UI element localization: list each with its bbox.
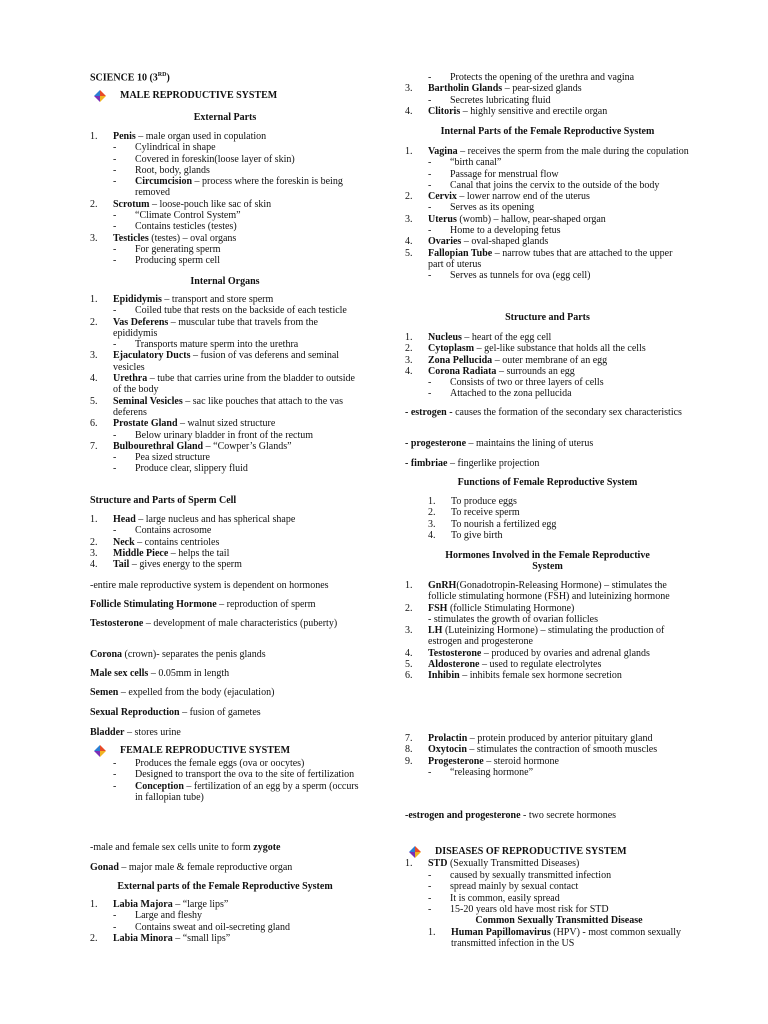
list-item: 5. Seminal Vesicles – sac like pouches that attach to the vas deferens <box>90 395 343 418</box>
gonad-line: Gonad – major male & female reproductive organ <box>90 862 293 873</box>
sub-list-item: - Pea sized structure <box>113 452 210 464</box>
sub-list-item: - Covered in foreskin(loose layer of skin) <box>113 153 295 165</box>
male-external-list <box>90 131 360 267</box>
bladder-line: Bladder – stores urine <box>90 727 181 738</box>
sub-list-item: - Contains sweat and oil-secreting gland <box>113 921 290 933</box>
fimbriae-line: - fimbriae – fingerlike projection <box>405 458 540 469</box>
sub-list-item: - Serves as tunnels for ova (egg cell) <box>428 270 591 282</box>
sub-list-item: - “Climate Control System” <box>113 210 241 222</box>
semen-line: Semen – expelled from the body (ejaculation) <box>90 687 275 698</box>
sub-list-item: - Consists of two or three layers of cells <box>428 377 604 389</box>
sub-list-item: - Produce clear, slippery fluid <box>113 463 248 475</box>
list-item: 8. Oxytocin – stimulates the contraction of smooth muscles <box>405 744 658 756</box>
sub-list-item: - Circumcision – process where the foreskin is being removed <box>113 176 343 199</box>
two-hormones-line: -estrogen and progesterone - two secrete hormones <box>405 810 617 821</box>
sub-list-item: - Below urinary bladder in front of the rectum <box>113 429 313 441</box>
sub-list-item: - Transports mature sperm into the urethra <box>113 339 299 351</box>
sub-list-item: - Cylindrical in shape <box>113 142 216 154</box>
sub-list-item: - Home to a developing fetus <box>428 225 561 237</box>
list-item: 5. Fallopian Tube – narrow tubes that are attached to the upper part of uterus <box>405 247 673 270</box>
list-item: - stimulates the growth of ovarian follicles <box>428 613 598 625</box>
list-item: 2. Cervix – lower narrow end of the uterus <box>405 191 590 203</box>
sub-list-item: - Conception – fertilization of an egg by a sperm (occurs in fallopian tube) <box>113 780 359 803</box>
sub-list-item: - Large and fleshy <box>113 910 203 922</box>
female-internal-list <box>405 146 690 282</box>
list-item: 4. Corona Radiata – surrounds an egg <box>405 365 575 377</box>
list-item: 2. Cytoplasm – gel-like substance that holds all the cells <box>405 343 646 355</box>
sub-list-item: - Secretes lubricating fluid <box>428 94 551 106</box>
structure-title: Structure and Parts <box>505 312 590 323</box>
list-item: 4. Testosterone – produced by ovaries and adrenal glands <box>405 647 650 659</box>
list-item: 2. Labia Minora – “small lips” <box>90 932 231 944</box>
hpv-line: 1. Human Papillomavirus (HPV) - most common sexually transmitted infection in the US <box>428 927 682 950</box>
list-item: 1. Vagina – receives the sperm from the male during the copulation <box>405 146 689 157</box>
sub-list-item: - Contains testicles (testes) <box>113 221 237 233</box>
sub-list-item: - Attached to the zona pellucida <box>428 388 572 400</box>
list-item: 1. Epididymis – transport and store sperm <box>90 294 274 305</box>
female-external-list <box>90 899 360 944</box>
sexual-reproduction-line: Sexual Reproduction – fusion of gametes <box>90 707 261 718</box>
diamond-bullet-icon <box>94 745 106 757</box>
list-item: 1. To produce eggs <box>428 496 517 507</box>
female-external-title: External parts of the Female Reproductive System <box>117 881 333 892</box>
sub-list-item: - Serves as its opening <box>428 202 535 214</box>
sub-list-item: - For generating sperm <box>113 243 221 255</box>
list-item: 3. Zona Pellucida – outer membrane of an egg <box>405 354 608 366</box>
male-cells-line: Male sex cells – 0.05mm in length <box>90 668 230 679</box>
list-item: 6. Prostate Gland – walnut sized structure <box>90 418 276 430</box>
list-item: 1. Penis – male organ used in copulation <box>90 131 267 142</box>
functions-list <box>405 496 690 541</box>
list-item: 1. GnRH(Gonadotropin-Releasing Hormone) – stimulates the follicle stimulating hormone (FSH) and luteinizing hormone <box>405 580 670 603</box>
female-hormones-list-2 <box>405 733 690 778</box>
list-item: 7. Prolactin – protein produced by anterior pituitary gland <box>405 733 653 744</box>
list-item: 3. Uterus (womb) – hallow, pear-shaped organ <box>405 213 606 225</box>
list-item: 4. Tail – gives energy to the sperm <box>90 559 242 571</box>
female-hormones-list <box>405 580 690 682</box>
sub-list-item: - Root, body, glands <box>113 164 210 176</box>
common-std-title: Common Sexually Transmitted Disease <box>475 915 643 926</box>
list-item: 4. Urethra – tube that carries urine from the bladder to outside of the body <box>90 373 355 396</box>
corona-line: Corona (crown)- separates the penis glands <box>90 649 266 660</box>
estrogen-line: - estrogen - causes the formation of the secondary sex characteristics <box>405 407 682 418</box>
page-title: SCIENCE 10 (3RD) <box>90 72 170 84</box>
female-intro-list <box>90 758 360 803</box>
sub-list-item: - Passage for menstrual flow <box>428 168 559 180</box>
list-item: 1. Head – large nucleus and has spherical shape <box>90 514 296 525</box>
sub-list-item: - Producing sperm cell <box>113 255 220 267</box>
sub-list-item: - 15-20 years old have most risk for STD <box>428 903 609 915</box>
list-item: 7. Bulbourethral Gland – “Cowper’s Glands” <box>90 440 292 452</box>
diamond-bullet-icon <box>409 846 421 858</box>
sub-list-item: - spread mainly by sexual contact <box>428 881 579 893</box>
list-item: 2. Vas Deferens – muscular tube that travels from the epididymis <box>90 316 318 339</box>
list-item: 3. Middle Piece – helps the tail <box>90 547 230 559</box>
list-item: 2. Neck – contains centrioles <box>90 536 220 548</box>
sub-list-item: - “releasing hormone” <box>428 766 534 778</box>
sperm-list <box>90 514 360 570</box>
sub-list-item: - Produces the female eggs (ova or oocytes) <box>113 758 305 769</box>
hormones-note: -entire male reproductive system is dependent on hormones <box>90 580 329 591</box>
sub-list-item: - It is common, easily spread <box>428 892 560 904</box>
sub-list-item: - Designed to transport the ova to the site of fertilization <box>113 769 355 781</box>
list-item: 4. To give birth <box>428 529 503 541</box>
list-item: 3. LH (Luteinizing Hormone) – stimulating the production of estrogen and progesterone <box>405 625 665 648</box>
list-item: 1. Labia Majora – “large lips” <box>90 899 229 910</box>
structure-list <box>405 332 690 400</box>
sperm-title: Structure and Parts of Sperm Cell <box>90 495 237 506</box>
list-item: 4. Clitoris – highly sensitive and erectile organ <box>405 105 608 117</box>
list-item: 9. Progesterone – steroid hormone <box>405 755 559 767</box>
female-internal-title: Internal Parts of the Female Reproductive System <box>440 126 655 137</box>
list-item: 2. Scrotum – loose-pouch like sac of skin <box>90 198 272 210</box>
list-item: 5. Aldosterone – used to regulate electrolytes <box>405 659 602 671</box>
male-section-heading: MALE REPRODUCTIVE SYSTEM <box>83 90 360 102</box>
testosterone-line: Testosterone – development of male characteristics (puberty) <box>90 618 338 629</box>
sub-list-item: - Coiled tube that rests on the backside of each testicle <box>113 305 347 317</box>
diseases-section-heading: DISEASES OF REPRODUCTIVE SYSTEM <box>398 846 690 858</box>
sub-list-item: - caused by sexually transmitted infection <box>428 870 612 881</box>
female-section-heading: FEMALE REPRODUCTIVE SYSTEM <box>83 745 360 757</box>
list-item: 3. To nourish a fertilized egg <box>428 518 557 530</box>
list-item: 1. Nucleus – heart of the egg cell <box>405 332 552 343</box>
male-external-title: External Parts <box>193 112 257 123</box>
fsh-line: Follicle Stimulating Hormone – reproduction of sperm <box>90 599 316 610</box>
functions-title: Functions of Female Reproductive System <box>457 477 638 488</box>
list-item: 3. Testicles (testes) – oval organs <box>90 232 237 244</box>
list-item: 2. To receive sperm <box>428 507 520 519</box>
sub-list-item: - Canal that joins the cervix to the outside of the body <box>428 179 660 191</box>
list-item: 3. Bartholin Glands – pear-sized glands <box>405 83 582 95</box>
std-items-list <box>405 870 690 915</box>
sub-list-item: - Protects the opening of the urethra and vagina <box>428 72 635 83</box>
sub-list-item: - Contains acrosome <box>113 525 212 537</box>
list-item: 2. FSH (follicle Stimulating Hormone) <box>405 602 575 614</box>
list-item: 4. Ovaries – oval-shaped glands <box>405 236 549 248</box>
std-line: 1. STD (Sexually Transmitted Diseases) <box>405 858 580 869</box>
diamond-bullet-icon <box>94 90 106 102</box>
sub-list-item: - “birth canal” <box>428 157 502 169</box>
male-internal-title: Internal Organs <box>190 276 260 287</box>
hormones-title: Hormones Involved in the Female Reproductive System <box>445 550 650 573</box>
female-external-cont-list <box>405 72 690 117</box>
zygote-line: -male and female sex cells unite to form zygote <box>90 842 281 853</box>
progesterone-line: - progesterone – maintains the lining of uterus <box>405 438 594 449</box>
male-internal-list <box>90 294 360 475</box>
list-item: 6. Inhibin – inhibits female sex hormone secretion <box>405 670 622 682</box>
list-item: 3. Ejaculatory Ducts – fusion of vas deferens and seminal vesicles <box>90 350 340 373</box>
